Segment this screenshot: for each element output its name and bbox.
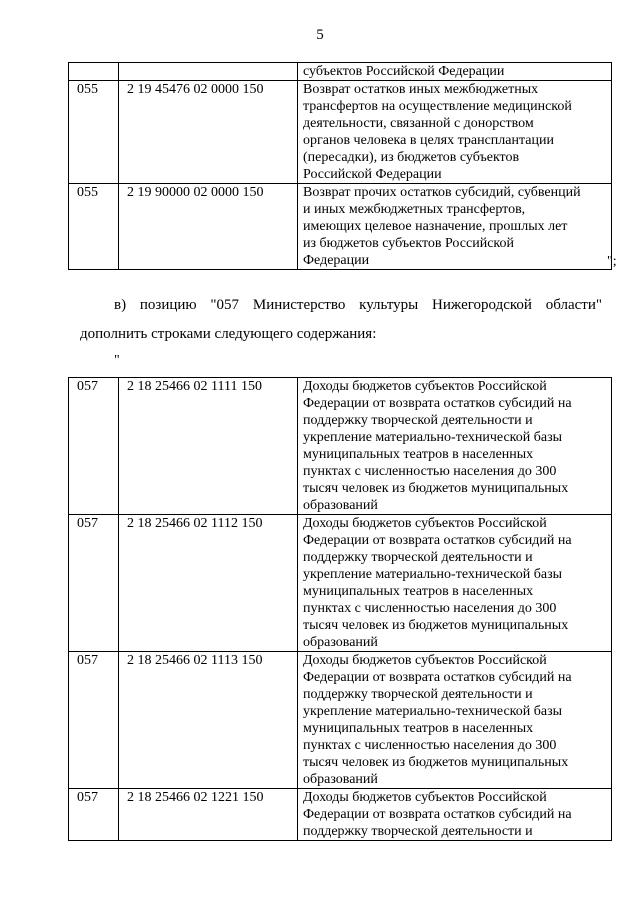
admin-code-cell: 055 (69, 184, 119, 270)
description-line: Федерации от возврата остатков субсидий на (303, 670, 572, 685)
budget-code-cell: 2 19 45476 02 0000 150 (119, 81, 298, 184)
description-line: Доходы бюджетов субъектов Российской (303, 790, 547, 805)
description-line: укрепление материально-технической базы (303, 430, 563, 445)
budget-code-cell: 2 18 25466 02 1112 150 (119, 515, 298, 652)
description-line: муниципальных театров в населенных (303, 721, 534, 736)
description-line: деятельности, связанной с донорством (303, 116, 534, 131)
budget-code-cell: 2 19 90000 02 0000 150 (119, 184, 298, 270)
description-line: пунктах с численностью населения до 300 (303, 738, 557, 753)
closing-quote-mark: "; (607, 254, 617, 269)
table-row (69, 515, 612, 652)
revenue-table-top (68, 62, 612, 270)
description-cell (298, 81, 612, 184)
budget-code-cell: 2 18 25466 02 1221 150 (119, 789, 298, 841)
description-cell (298, 789, 612, 841)
description-line: муниципальных театров в населенных (303, 447, 534, 462)
description-line: Федерации от возврата остатков субсидий на (303, 533, 572, 548)
description-line: Федерации от возврата остатков субсидий на (303, 807, 572, 822)
page-number: 5 (316, 27, 324, 43)
table-row (69, 81, 612, 184)
description-line: поддержку творческой деятельности и (303, 550, 533, 565)
description-line: и иных межбюджетных трансфертов, (303, 202, 526, 217)
description-line: пунктах с численностью населения до 300 (303, 601, 557, 616)
description-line: из бюджетов субъектов Российской (303, 236, 514, 251)
description-line: образований (303, 772, 378, 787)
description-line: органов человека в целях трансплантации (303, 133, 554, 148)
budget-code-cell (119, 63, 298, 81)
admin-code-cell (69, 63, 119, 81)
description-cell (298, 63, 612, 81)
description-line: Возврат остатков иных межбюджетных (303, 82, 539, 97)
budget-code-cell: 2 18 25466 02 1113 150 (119, 652, 298, 789)
description-line: пунктах с численностью населения до 300 (303, 464, 557, 479)
table-row (69, 63, 612, 81)
opening-quote-mark: " (114, 353, 120, 368)
description-line: имеющих целевое назначение, прошлых лет (303, 219, 568, 234)
description-line: муниципальных театров в населенных (303, 584, 534, 599)
description-cell (298, 184, 612, 270)
table-row (69, 184, 612, 270)
description-line: (пересадки), из бюджетов субъектов (303, 150, 520, 165)
admin-code-cell: 057 (69, 378, 119, 515)
description-line: тысяч человек из бюджетов муниципальных (303, 755, 569, 770)
description-line: укрепление материально-технической базы (303, 567, 563, 582)
description-line: Доходы бюджетов субъектов Российской (303, 516, 547, 531)
description-line: тысяч человек из бюджетов муниципальных (303, 481, 569, 496)
description-line: Доходы бюджетов субъектов Российской (303, 379, 547, 394)
admin-code-cell: 057 (69, 789, 119, 841)
description-line: укрепление материально-технической базы (303, 704, 563, 719)
description-cell (298, 652, 612, 789)
description-line: Доходы бюджетов субъектов Российской (303, 653, 547, 668)
description-line: поддержку творческой деятельности и (303, 824, 533, 839)
description-line: образований (303, 635, 378, 650)
description-line: тысяч человек из бюджетов муниципальных (303, 618, 569, 633)
description-cell (298, 515, 612, 652)
description-cell (298, 378, 612, 515)
table-row (69, 652, 612, 789)
revenue-table-bottom (68, 377, 612, 841)
description-line: образований (303, 498, 378, 513)
table-row (69, 789, 612, 841)
amendment-paragraph-continuation: дополнить строками следующего содержания: (80, 326, 377, 342)
admin-code-cell: 057 (69, 652, 119, 789)
description-line: субъектов Российской Федерации (303, 64, 505, 79)
table-row (69, 378, 612, 515)
admin-code-cell: 055 (69, 81, 119, 184)
description-line: поддержку творческой деятельности и (303, 687, 533, 702)
description-line: Российской Федерации (303, 167, 442, 182)
description-line: трансфертов на осуществление медицинской (303, 99, 572, 114)
admin-code-cell: 057 (69, 515, 119, 652)
description-line: Федерации от возврата остатков субсидий на (303, 396, 572, 411)
description-line: Возврат прочих остатков субсидий, субвенций (303, 185, 581, 200)
description-line: Федерации (303, 253, 370, 268)
description-line: поддержку творческой деятельности и (303, 413, 533, 428)
budget-code-cell: 2 18 25466 02 1111 150 (119, 378, 298, 515)
amendment-paragraph: в) позицию "057 Министерство культуры Нижегородской области" (114, 297, 602, 313)
